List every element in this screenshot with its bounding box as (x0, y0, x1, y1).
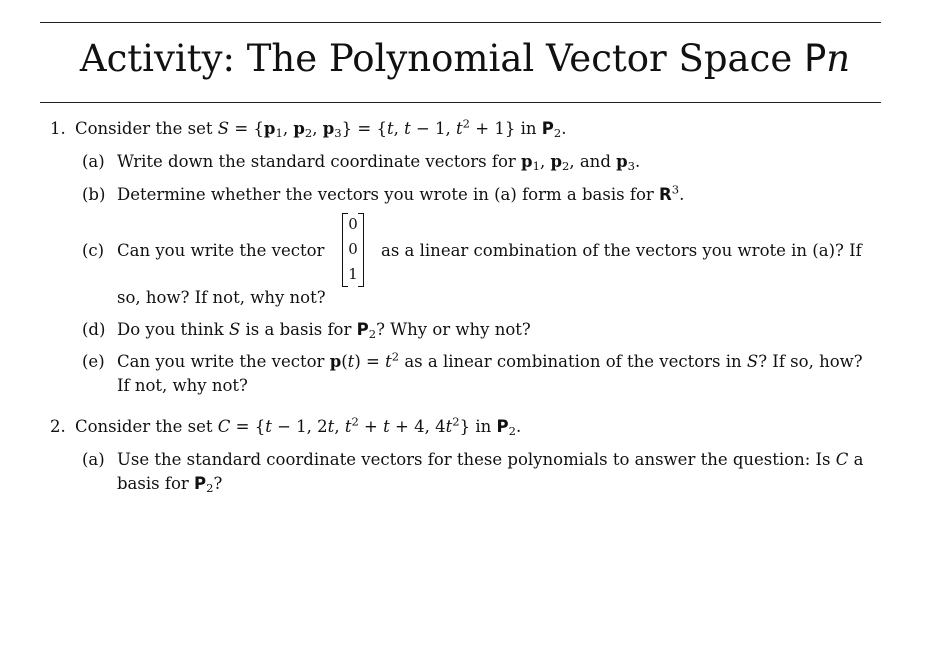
problem-1c-line2: so, how? If not, why not? (117, 288, 326, 307)
exponent: 2 (391, 349, 400, 364)
text: − 1, 2 (271, 417, 328, 436)
exponent: 2 (452, 414, 460, 429)
index: 2 (368, 326, 377, 341)
problem-1e-text (117, 351, 863, 373)
exponent: 3 (671, 182, 680, 197)
problem-1d-text (117, 319, 531, 341)
text: = { (229, 119, 264, 138)
space-p: P (194, 474, 207, 493)
text: , (334, 417, 345, 436)
text: Determine whether the vectors you wrote in (a) form a basis for (117, 185, 660, 204)
problem-1a-text (117, 151, 640, 173)
column-vector (342, 213, 364, 287)
text: Do you think (117, 320, 229, 339)
text: ( (341, 352, 348, 371)
var-t: t (327, 417, 335, 436)
problem-1e-label: (e) (82, 352, 105, 371)
problem-1b-label: (b) (82, 185, 106, 204)
problem-2-number: 2. (50, 417, 66, 436)
text: , and (569, 152, 617, 171)
problem-1-intro (75, 118, 566, 140)
text: Can you write the vector (117, 352, 330, 371)
vector-p: p (329, 352, 342, 371)
period: . (515, 417, 522, 436)
problem-2a-line2 (117, 473, 222, 495)
vector-entry: 0 (348, 215, 358, 233)
page-title (0, 36, 930, 82)
index: 2 (206, 480, 214, 495)
text: } in (459, 417, 497, 436)
var-t: t (386, 119, 394, 138)
text: ? Why or why not? (376, 320, 531, 339)
vector-p: p (263, 119, 276, 138)
top-rule (40, 22, 881, 23)
problem-1c-after: as a linear combination of the vectors you wrote in (a)? If (381, 241, 862, 260)
problem-2-intro (75, 416, 521, 438)
vector-p: p (322, 119, 335, 138)
vector-p: p (521, 152, 533, 171)
problem-2a-label: (a) (82, 450, 105, 469)
text: + (358, 417, 384, 436)
space-p: P (541, 119, 554, 138)
var-t: t (265, 417, 272, 436)
problem-1a-label: (a) (82, 152, 105, 171)
index: 2 (562, 158, 570, 173)
problem-1e-line2: If not, why not? (117, 376, 248, 395)
comma: , (282, 119, 289, 138)
index: 2 (304, 125, 313, 140)
period: . (635, 152, 641, 171)
text: is a basis for (240, 320, 357, 339)
problem-1d-label: (d) (82, 320, 106, 339)
text: ? If so, how? (758, 352, 863, 371)
period: . (561, 119, 567, 138)
bottom-rule (40, 102, 881, 103)
set-c: C (217, 417, 231, 436)
text: ) = (354, 352, 386, 371)
problem-2a-text (117, 449, 863, 471)
text: = { (230, 417, 266, 436)
text: Use the standard coordinate vectors for these polynomials to answer the question: Is (117, 450, 836, 469)
text: + 4, 4 (389, 417, 446, 436)
problem-1-number: 1. (50, 119, 66, 138)
period: . (679, 185, 685, 204)
var-t: t (456, 119, 463, 138)
text: , (539, 152, 551, 171)
text: basis for (117, 474, 195, 493)
text: Consider the set (75, 417, 218, 436)
var-t: t (404, 119, 411, 138)
exponent: 2 (351, 414, 359, 429)
exponent: 2 (462, 116, 471, 131)
text: − 1, (410, 119, 457, 138)
text: , (393, 119, 405, 138)
text: Consider the set (75, 119, 218, 138)
index: 3 (627, 158, 636, 173)
title-symbol: P (803, 37, 827, 80)
comma: , (312, 119, 318, 138)
text: ? (213, 474, 223, 493)
title-subscript: n (826, 37, 851, 80)
set-s: S (228, 320, 241, 339)
var-t: t (344, 417, 352, 436)
var-t: t (445, 417, 453, 436)
text: as a linear combination of the vectors in (399, 352, 747, 371)
vector-entry: 0 (348, 240, 358, 258)
index: 2 (508, 423, 516, 438)
title-text: Activity: The Polynomial Vector Space (79, 37, 804, 80)
vector-p: p (293, 119, 305, 138)
text: + 1} in (470, 119, 542, 138)
vector-p: p (550, 152, 562, 171)
problem-1c-label: (c) (82, 241, 105, 260)
text: Write down the standard coordinate vectors for (117, 152, 522, 171)
text: a (848, 450, 864, 469)
text: } = { (341, 119, 387, 138)
space-r: R (659, 185, 672, 204)
vector-entry: 1 (348, 265, 358, 283)
index: 1 (275, 125, 283, 140)
set-s: S (746, 352, 759, 371)
space-p: P (356, 320, 369, 339)
index: 3 (334, 125, 342, 140)
vector-p: p (616, 152, 628, 171)
problem-1b-text (117, 184, 684, 206)
set-c: C (835, 450, 849, 469)
set-s: S (217, 119, 230, 138)
var-t: t (383, 417, 390, 436)
problem-1c-before: Can you write the vector (117, 241, 325, 260)
index: 1 (532, 158, 540, 173)
var-t: t (385, 352, 392, 371)
space-p: P (496, 417, 509, 436)
var-t: t (347, 352, 355, 371)
index: 2 (553, 125, 562, 140)
